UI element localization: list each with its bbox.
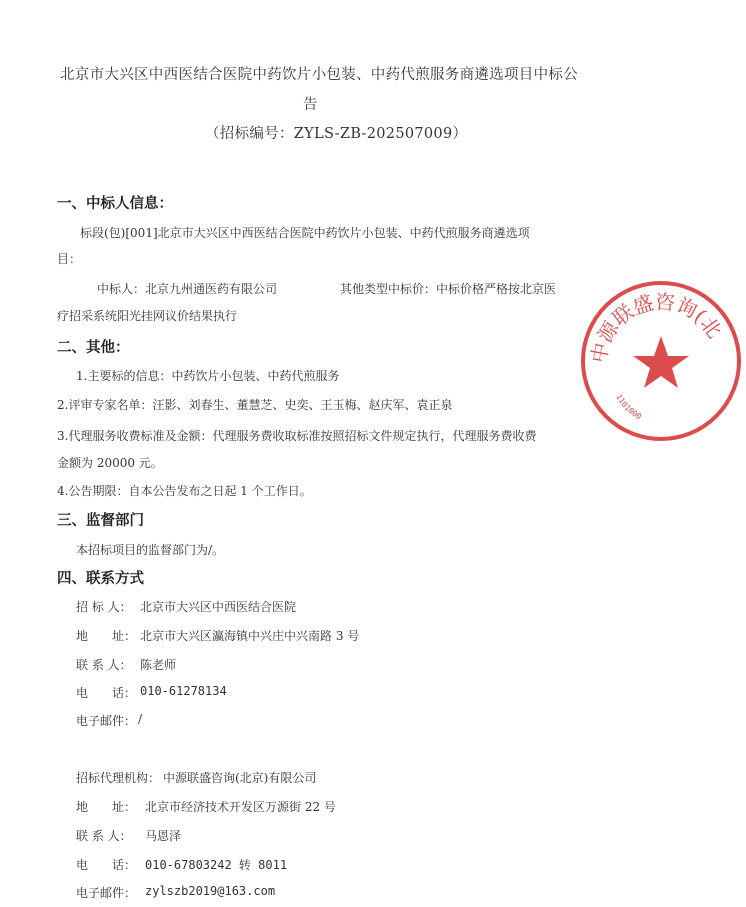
section-winner-heading: 一、中标人信息： <box>57 196 173 212</box>
tenderer-value: 北京市大兴区中西医结合医院 <box>140 600 297 614</box>
section-contact-heading: 四、联系方式 <box>57 571 144 587</box>
other-item-3-line2: 金额为 20000 元。 <box>57 456 163 470</box>
other-item-1: 1.主要标的信息：中药饮片小包装、中药代煎服务 <box>76 369 340 383</box>
agency-email-value: zylszb2019@163.com <box>145 884 276 898</box>
other-item-3-line1: 3.代理服务收费标准及金额：代理服务费收取标准按照招标文件规定执行，代理服务费收费 <box>57 429 537 443</box>
announcement-title-line2: 告 <box>303 97 318 113</box>
phone-value: 010-61278134 <box>140 684 227 698</box>
phone-label: 电 话： <box>76 686 137 700</box>
winning-price-line2: 疗招采系统阳光挂网议价结果执行 <box>57 309 238 323</box>
email-value: / <box>138 712 143 726</box>
section-other-heading: 二、其他： <box>57 340 130 356</box>
agency-address-value: 北京市经济技术开发区万源街 22 号 <box>145 800 336 814</box>
seal-org-text: 中源联盛咨询(北 <box>586 289 727 365</box>
other-item-2: 2.评审专家名单：汪影、刘春生、董慧芝、史奕、王玉梅、赵庆军、袁正泉 <box>57 398 453 412</box>
winner-name: 中标人：北京九州通医药有限公司 <box>97 282 278 296</box>
agency-label: 招标代理机构： <box>76 771 161 785</box>
other-item-4: 4.公告期限：自本公告发布之日起 1 个工作日。 <box>57 484 312 498</box>
tender-code: （招标编号：ZYLS-ZB-202507009） <box>205 126 468 142</box>
seal-star-icon <box>633 336 689 388</box>
lot-line1: 标段(包)[001]北京市大兴区中西医结合医院中药饮片小包装、中药代煎服务商遴选项 <box>80 226 530 240</box>
email-label: 电子邮件： <box>76 714 137 728</box>
agency-phone-value: 010-67803242 转 8011 <box>145 858 288 872</box>
tenderer-label: 招 标 人： <box>76 600 132 614</box>
seal-number: 1101000 <box>614 392 643 422</box>
address-label: 地 址： <box>76 629 137 643</box>
agency-phone-label: 电 话： <box>76 858 137 872</box>
agency-value: 中源联盛咨询(北京)有限公司 <box>163 771 317 785</box>
agency-email-label: 电子邮件： <box>76 886 137 900</box>
agency-contact-value: 马恩泽 <box>145 829 182 843</box>
agency-address-label: 地 址： <box>76 800 137 814</box>
winning-price-line1: 其他类型中标价：中标价格严格按北京医 <box>340 282 557 296</box>
address-value: 北京市大兴区瀛海镇中兴庄中兴南路 3 号 <box>140 629 360 643</box>
supervision-text: 本招标项目的监督部门为/。 <box>76 543 225 557</box>
agency-contact-label: 联 系 人： <box>76 829 132 843</box>
company-seal-stamp <box>576 276 746 446</box>
section-supervision-heading: 三、监督部门 <box>57 513 144 529</box>
contact-person-value: 陈老师 <box>140 658 177 672</box>
contact-person-label: 联 系 人： <box>76 658 132 672</box>
lot-line2: 目： <box>57 252 82 266</box>
announcement-title-line1: 北京市大兴区中西医结合医院中药饮片小包装、中药代煎服务商遴选项目中标公 <box>60 67 578 83</box>
